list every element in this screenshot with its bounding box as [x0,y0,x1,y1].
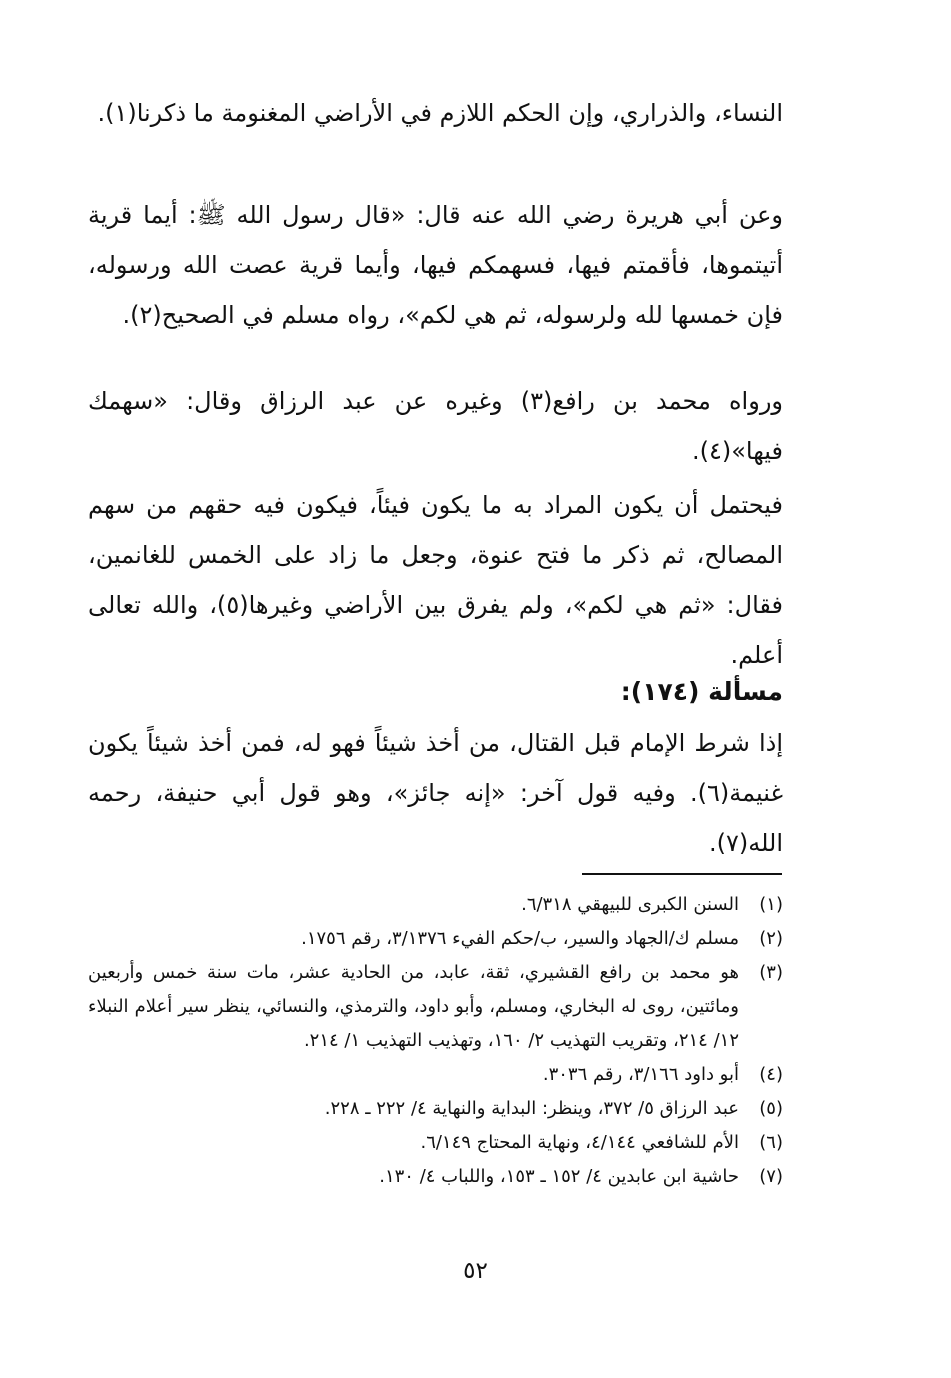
footnote-number: (٦) [759,1132,783,1153]
paragraph-4: فيحتمل أن يكون المراد به ما يكون فيئاً، فيكون فيه حقهم من سهم المصالح، ثم ذكر ما فتح عنوة، وجعل ما زاد على الخمس للغانمين، فقال: «ثم هي لكم»، ولم يفرق بين الأراضي وغيرها(٥)، والله تعالى أعلم. [88,491,784,669]
paragraph-1: النساء، والذراري، وإن الحكم اللازم في الأراضي المغنومة ما ذكرنا(١). [97,99,783,127]
paragraph-5: إذا شرط الإمام قبل القتال، من أخذ شيئاً فهو له، فمن أخذ شيئاً يكون غنيمة(٦). وفيه قول آخر: «إنه جائز»، وهو قول أبي حنيفة، رحمه الله(٧). [88,729,783,857]
footnote-text: هو محمد بن رافع القشيري، ثقة، عابد، من الحادية عشر، مات سنة خمس وأربعين ومائتين، روى له البخاري، ومسلم، وأبو داود، والترمذي، والنسائي، ينظر سير أعلام النبلاء ١٢/ ٢١٤، وتقريب التهذيب ٢/ ١٦٠، وتهذيب التهذيب ١/ ٢١٤. [88,962,739,1051]
footnote-number: (١) [759,894,783,915]
footnote-2 [88,922,783,956]
footnote-number: (٥) [759,1098,783,1119]
paragraph-3: ورواه محمد بن رافع(٣) وغيره عن عبد الرزاق وقال: «سهمك فيها»(٤). [88,387,783,465]
footnote-text: السنن الكبرى للبيهقي ٦/٣١٨. [521,894,739,915]
footnote-4 [88,1058,783,1092]
page-number: ٥٢ [463,1258,488,1284]
paragraph-2: وعن أبي هريرة رضي الله عنه قال: «قال رسول الله ﷺ: أيما قرية أتيتموها، فأقمتم فيها، فسهمكم فيها، وأيما قرية عصت الله ورسوله، فإن خمسها لله ولرسوله، ثم هي لكم»، رواه مسلم في الصحيح(٢). [88,201,783,329]
footnote-number: (٧) [759,1166,783,1187]
footnote-text: مسلم ك/الجهاد والسير، ب/حكم الفيء ٣/١٣٧٦، رقم ١٧٥٦. [301,928,739,949]
footnotes [88,888,783,1194]
footnote-text: عبد الرزاق ٥/ ٣٧٢، وينظر: البداية والنهاية ٤/ ٢٢٢ ـ ٢٢٨. [324,1098,739,1119]
footnote-6 [88,1126,783,1160]
footnote-7 [88,1160,783,1194]
footnote-divider [582,873,782,875]
footnote-text: حاشية ابن عابدين ٤/ ١٥٢ ـ ١٥٣، واللباب ٤/ ١٣٠. [379,1166,739,1187]
footnote-1 [88,888,783,922]
footnote-number: (٤) [759,1064,783,1085]
footnote-number: (٣) [759,962,783,983]
footnote-5 [88,1092,783,1126]
section-heading: مسألة (١٧٤): [620,677,783,706]
footnote-3 [88,956,783,1058]
footnote-text: الأم للشافعي ٤/١٤٤، ونهاية المحتاج ٦/١٤٩. [420,1132,739,1153]
footnote-text: أبو داود ٣/١٦٦، رقم ٣٠٣٦. [542,1064,739,1085]
footnote-number: (٢) [759,928,783,949]
